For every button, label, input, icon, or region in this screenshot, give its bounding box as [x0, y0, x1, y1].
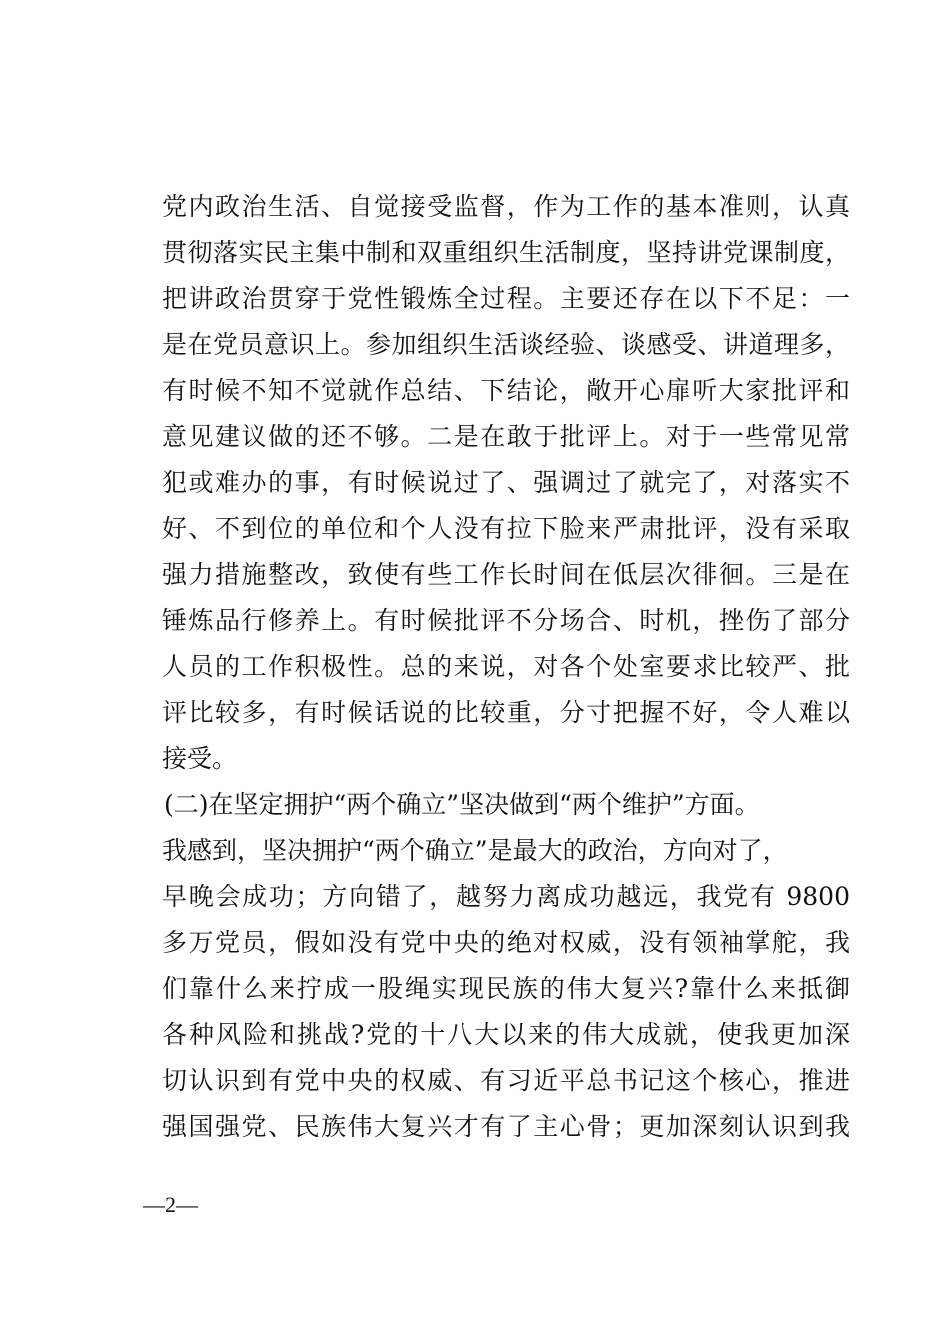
text-line: 党内政治生活、自觉接受监督，作为工作的基本准则，认真	[162, 192, 850, 221]
text-line: 人员的工作积极性。总的来说，对各个处室要求比较严、批	[162, 652, 850, 681]
text-line: 好、不到位的单位和个人没有拉下脸来严肃批评，没有采取	[162, 514, 850, 543]
text-line: 们靠什么来拧成一股绳实现民族的伟大复兴?靠什么来抵御	[162, 974, 850, 1003]
text-line: 我感到，坚决拥护“两个确立”是最大的政治，方向对了，	[162, 836, 788, 865]
text-line: 有时候不知不觉就作总结、下结论，敞开心扉听大家批评和	[162, 376, 850, 405]
text-line: 锤炼品行修养上。有时候批评不分场合、时机，挫伤了部分	[162, 606, 850, 635]
text-line: 犯或难办的事，有时候说过了、强调过了就完了，对落实不	[162, 468, 850, 497]
text-line: 接受。	[162, 744, 238, 773]
page-number: —2—	[143, 1192, 198, 1217]
text-line: 意见建议做的还不够。二是在敢于批评上。对于一些常见常	[162, 422, 850, 451]
text-line: 是在党员意识上。参加组织生活谈经验、谈感受、讲道理多，	[162, 330, 850, 359]
text-line: 评比较多，有时候话说的比较重，分寸把握不好，令人难以	[162, 698, 850, 727]
text-line: 贯彻落实民主集中制和双重组织生活制度，坚持讲党课制度，	[162, 238, 850, 267]
section-heading: (二)在坚定拥护“两个确立”坚决做到“两个维护”方面。	[164, 790, 760, 819]
text-line: 各种风险和挑战?党的十八大以来的伟大成就，使我更加深	[162, 1020, 850, 1049]
text-line: 强力措施整改，致使有些工作长时间在低层次徘徊。三是在	[162, 560, 850, 589]
text-line: 把讲政治贯穿于党性锻炼全过程。主要还存在以下不足：一	[162, 284, 850, 313]
text-line: 切认识到有党中央的权威、有习近平总书记这个核心，推进	[162, 1066, 850, 1095]
text-line: 早晚会成功；方向错了，越努力离成功越远，我党有 9800	[162, 882, 850, 911]
text-line: 强国强党、民族伟大复兴才有了主心骨；更加深刻认识到我	[162, 1112, 850, 1141]
text-line: 多万党员，假如没有党中央的绝对权威，没有领袖掌舵，我	[162, 928, 850, 957]
